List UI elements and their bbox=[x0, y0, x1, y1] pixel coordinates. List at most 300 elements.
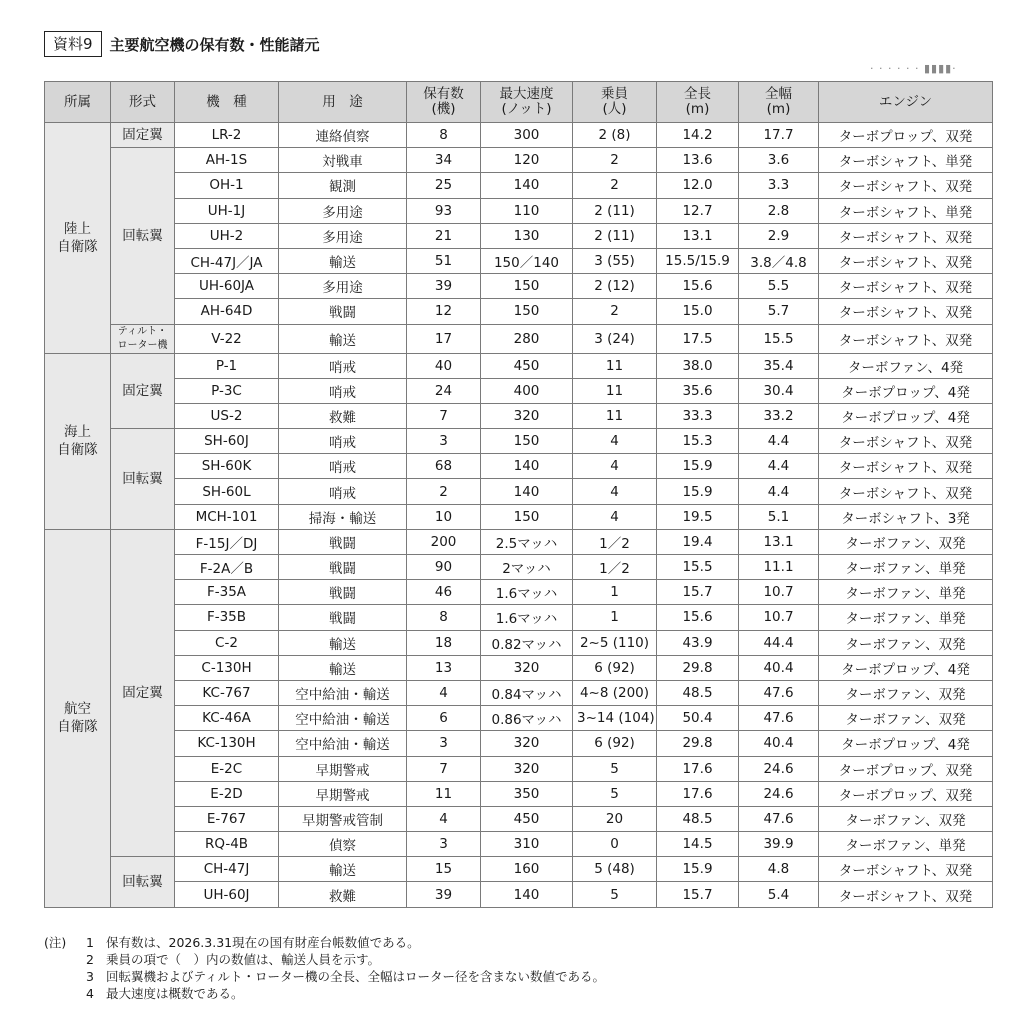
table-row bbox=[45, 529, 993, 554]
width-cell: 40.4 bbox=[739, 655, 819, 680]
engine-cell: ターボシャフト、双発 bbox=[819, 248, 993, 273]
max-speed-cell: 2マッハ bbox=[481, 555, 573, 580]
crew-cell: 2 (12) bbox=[573, 274, 657, 299]
scan-marks: · · · · · · ▮▮▮▮· bbox=[870, 62, 957, 75]
purpose-cell: 輸送 bbox=[279, 324, 407, 353]
form-cell: 回転翼 bbox=[111, 148, 175, 324]
max-speed-cell: 120 bbox=[481, 148, 573, 173]
table-row bbox=[45, 173, 993, 198]
width-cell: 10.7 bbox=[739, 605, 819, 630]
crew-cell: 5 (48) bbox=[573, 857, 657, 882]
purpose-cell: 救難 bbox=[279, 882, 407, 907]
purpose-cell: 空中給油・輸送 bbox=[279, 680, 407, 705]
table-row bbox=[45, 299, 993, 324]
model-cell: UH-60JA bbox=[175, 274, 279, 299]
footnote-prefix: (注) bbox=[44, 935, 67, 950]
max-speed-cell: 350 bbox=[481, 781, 573, 806]
max-speed-cell: 2.5マッハ bbox=[481, 529, 573, 554]
crew-cell: 4 bbox=[573, 504, 657, 529]
max-speed-cell: 400 bbox=[481, 378, 573, 403]
table-row bbox=[45, 504, 993, 529]
purpose-cell: 哨戒 bbox=[279, 353, 407, 378]
width-cell: 2.8 bbox=[739, 198, 819, 223]
table-row bbox=[45, 756, 993, 781]
max-speed-cell: 160 bbox=[481, 857, 573, 882]
max-speed-cell: 150 bbox=[481, 429, 573, 454]
quantity-cell: 25 bbox=[407, 173, 481, 198]
width-cell: 5.1 bbox=[739, 504, 819, 529]
footnote-prefix bbox=[44, 968, 86, 985]
purpose-cell: 哨戒 bbox=[279, 454, 407, 479]
length-cell: 19.4 bbox=[657, 529, 739, 554]
table-row bbox=[45, 605, 993, 630]
width-cell: 11.1 bbox=[739, 555, 819, 580]
engine-cell: ターボシャフト、双発 bbox=[819, 454, 993, 479]
purpose-cell: 輸送 bbox=[279, 248, 407, 273]
width-cell: 4.4 bbox=[739, 429, 819, 454]
engine-cell: ターボファン、単発 bbox=[819, 580, 993, 605]
engine-cell: ターボファン、双発 bbox=[819, 680, 993, 705]
quantity-cell: 34 bbox=[407, 148, 481, 173]
length-cell: 29.8 bbox=[657, 731, 739, 756]
max-speed-cell: 140 bbox=[481, 882, 573, 907]
footnote-number: 4 bbox=[86, 986, 94, 1001]
purpose-cell: 早期警戒管制 bbox=[279, 806, 407, 831]
width-cell: 5.7 bbox=[739, 299, 819, 324]
purpose-cell: 空中給油・輸送 bbox=[279, 706, 407, 731]
length-cell: 19.5 bbox=[657, 504, 739, 529]
purpose-cell: 輸送 bbox=[279, 857, 407, 882]
header-crew: 乗員 (人) bbox=[573, 82, 657, 123]
header-purpose: 用 途 bbox=[279, 82, 407, 123]
form-cell: 回転翼 bbox=[111, 857, 175, 907]
model-cell: US-2 bbox=[175, 403, 279, 428]
length-cell: 15.0 bbox=[657, 299, 739, 324]
quantity-cell: 24 bbox=[407, 378, 481, 403]
footnote-text: 乗員の項で（ ）内の数値は、輸送人員を示す。 bbox=[106, 952, 381, 967]
purpose-cell: 多用途 bbox=[279, 223, 407, 248]
length-cell: 15.6 bbox=[657, 274, 739, 299]
crew-cell: 2 (8) bbox=[573, 123, 657, 148]
width-cell: 3.6 bbox=[739, 148, 819, 173]
crew-cell: 6 (92) bbox=[573, 655, 657, 680]
model-cell: UH-2 bbox=[175, 223, 279, 248]
engine-cell: ターボプロップ、双発 bbox=[819, 123, 993, 148]
max-speed-cell: 0.82マッハ bbox=[481, 630, 573, 655]
crew-cell: 2 (11) bbox=[573, 198, 657, 223]
quantity-cell: 51 bbox=[407, 248, 481, 273]
quantity-cell: 93 bbox=[407, 198, 481, 223]
affiliation-cell: 海上 自衛隊 bbox=[45, 353, 111, 529]
crew-cell: 4 bbox=[573, 429, 657, 454]
purpose-cell: 連絡偵察 bbox=[279, 123, 407, 148]
table-row bbox=[45, 123, 993, 148]
engine-cell: ターボプロップ、4発 bbox=[819, 731, 993, 756]
footnote-prefix bbox=[44, 951, 86, 968]
engine-cell: ターボファン、4発 bbox=[819, 353, 993, 378]
form-cell: 回転翼 bbox=[111, 429, 175, 530]
max-speed-cell: 1.6マッハ bbox=[481, 605, 573, 630]
width-cell: 39.9 bbox=[739, 832, 819, 857]
max-speed-cell: 130 bbox=[481, 223, 573, 248]
document-label: 資料9 bbox=[44, 31, 102, 57]
model-cell: F-35B bbox=[175, 605, 279, 630]
quantity-cell: 46 bbox=[407, 580, 481, 605]
quantity-cell: 8 bbox=[407, 605, 481, 630]
model-cell: SH-60L bbox=[175, 479, 279, 504]
table-row bbox=[45, 429, 993, 454]
engine-cell: ターボシャフト、双発 bbox=[819, 479, 993, 504]
model-cell: C-130H bbox=[175, 655, 279, 680]
model-cell: F-35A bbox=[175, 580, 279, 605]
width-cell: 47.6 bbox=[739, 806, 819, 831]
max-speed-cell: 150／140 bbox=[481, 248, 573, 273]
model-cell: P-3C bbox=[175, 378, 279, 403]
table-row bbox=[45, 223, 993, 248]
engine-cell: ターボファン、単発 bbox=[819, 605, 993, 630]
footnote-item bbox=[44, 985, 605, 1002]
width-cell: 15.5 bbox=[739, 324, 819, 353]
engine-cell: ターボプロップ、双発 bbox=[819, 756, 993, 781]
crew-cell: 1／2 bbox=[573, 529, 657, 554]
crew-cell: 5 bbox=[573, 882, 657, 907]
engine-cell: ターボシャフト、双発 bbox=[819, 299, 993, 324]
length-cell: 14.2 bbox=[657, 123, 739, 148]
crew-cell: 2 bbox=[573, 148, 657, 173]
header-engine: エンジン bbox=[819, 82, 993, 123]
purpose-cell: 対戦車 bbox=[279, 148, 407, 173]
header-length: 全長 (m) bbox=[657, 82, 739, 123]
crew-cell: 1 bbox=[573, 580, 657, 605]
purpose-cell: 戦闘 bbox=[279, 555, 407, 580]
model-cell: V-22 bbox=[175, 324, 279, 353]
crew-cell: 11 bbox=[573, 353, 657, 378]
model-cell: SH-60K bbox=[175, 454, 279, 479]
crew-cell: 3~14 (104) bbox=[573, 706, 657, 731]
table-row bbox=[45, 555, 993, 580]
length-cell: 43.9 bbox=[657, 630, 739, 655]
max-speed-cell: 0.86マッハ bbox=[481, 706, 573, 731]
width-cell: 13.1 bbox=[739, 529, 819, 554]
engine-cell: ターボプロップ、4発 bbox=[819, 655, 993, 680]
quantity-cell: 3 bbox=[407, 832, 481, 857]
quantity-cell: 3 bbox=[407, 731, 481, 756]
engine-cell: ターボファン、単発 bbox=[819, 555, 993, 580]
length-cell: 33.3 bbox=[657, 403, 739, 428]
purpose-cell: 掃海・輸送 bbox=[279, 504, 407, 529]
width-cell: 47.6 bbox=[739, 706, 819, 731]
length-cell: 15.3 bbox=[657, 429, 739, 454]
quantity-cell: 2 bbox=[407, 479, 481, 504]
footnote-text: 回転翼機およびティルト・ローター機の全長、全幅はローター径を含まない数値である。 bbox=[106, 969, 606, 984]
width-cell: 47.6 bbox=[739, 680, 819, 705]
purpose-cell: 戦闘 bbox=[279, 580, 407, 605]
length-cell: 12.7 bbox=[657, 198, 739, 223]
model-cell: RQ-4B bbox=[175, 832, 279, 857]
width-cell: 30.4 bbox=[739, 378, 819, 403]
engine-cell: ターボファン、単発 bbox=[819, 832, 993, 857]
quantity-cell: 7 bbox=[407, 756, 481, 781]
quantity-cell: 6 bbox=[407, 706, 481, 731]
crew-cell: 3 (24) bbox=[573, 324, 657, 353]
model-cell: CH-47J bbox=[175, 857, 279, 882]
table-row bbox=[45, 630, 993, 655]
engine-cell: ターボファン、双発 bbox=[819, 630, 993, 655]
length-cell: 17.6 bbox=[657, 756, 739, 781]
quantity-cell: 21 bbox=[407, 223, 481, 248]
length-cell: 15.7 bbox=[657, 580, 739, 605]
model-cell: KC-767 bbox=[175, 680, 279, 705]
max-speed-cell: 150 bbox=[481, 504, 573, 529]
length-cell: 13.1 bbox=[657, 223, 739, 248]
engine-cell: ターボシャフト、単発 bbox=[819, 148, 993, 173]
model-cell: OH-1 bbox=[175, 173, 279, 198]
length-cell: 15.9 bbox=[657, 857, 739, 882]
purpose-cell: 早期警戒 bbox=[279, 756, 407, 781]
crew-cell: 4 bbox=[573, 454, 657, 479]
footnotes bbox=[44, 934, 605, 1002]
length-cell: 48.5 bbox=[657, 806, 739, 831]
model-cell: MCH-101 bbox=[175, 504, 279, 529]
form-cell: 固定翼 bbox=[111, 529, 175, 856]
purpose-cell: 輸送 bbox=[279, 630, 407, 655]
purpose-cell: 多用途 bbox=[279, 198, 407, 223]
width-cell: 40.4 bbox=[739, 731, 819, 756]
length-cell: 15.9 bbox=[657, 479, 739, 504]
model-cell: P-1 bbox=[175, 353, 279, 378]
model-cell: KC-130H bbox=[175, 731, 279, 756]
purpose-cell: 戦闘 bbox=[279, 299, 407, 324]
max-speed-cell: 110 bbox=[481, 198, 573, 223]
header-max-speed: 最大速度 (ノット) bbox=[481, 82, 573, 123]
engine-cell: ターボファン、双発 bbox=[819, 706, 993, 731]
purpose-cell: 戦闘 bbox=[279, 605, 407, 630]
footnote-number: 3 bbox=[86, 969, 94, 984]
model-cell: KC-46A bbox=[175, 706, 279, 731]
purpose-cell: 早期警戒 bbox=[279, 781, 407, 806]
max-speed-cell: 320 bbox=[481, 731, 573, 756]
model-cell: LR-2 bbox=[175, 123, 279, 148]
crew-cell: 6 (92) bbox=[573, 731, 657, 756]
table-row bbox=[45, 832, 993, 857]
crew-cell: 5 bbox=[573, 756, 657, 781]
purpose-cell: 救難 bbox=[279, 403, 407, 428]
crew-cell: 11 bbox=[573, 403, 657, 428]
crew-cell: 1 bbox=[573, 605, 657, 630]
length-cell: 35.6 bbox=[657, 378, 739, 403]
max-speed-cell: 150 bbox=[481, 299, 573, 324]
length-cell: 48.5 bbox=[657, 680, 739, 705]
quantity-cell: 12 bbox=[407, 299, 481, 324]
max-speed-cell: 140 bbox=[481, 173, 573, 198]
width-cell: 5.5 bbox=[739, 274, 819, 299]
purpose-cell: 戦闘 bbox=[279, 529, 407, 554]
footnote-number: 1 bbox=[86, 935, 94, 950]
crew-cell: 0 bbox=[573, 832, 657, 857]
model-cell: E-2C bbox=[175, 756, 279, 781]
table-row bbox=[45, 479, 993, 504]
quantity-cell: 4 bbox=[407, 680, 481, 705]
crew-cell: 4~8 (200) bbox=[573, 680, 657, 705]
purpose-cell: 偵察 bbox=[279, 832, 407, 857]
length-cell: 38.0 bbox=[657, 353, 739, 378]
engine-cell: ターボシャフト、3発 bbox=[819, 504, 993, 529]
crew-cell: 2 bbox=[573, 299, 657, 324]
max-speed-cell: 320 bbox=[481, 655, 573, 680]
max-speed-cell: 450 bbox=[481, 806, 573, 831]
width-cell: 4.4 bbox=[739, 454, 819, 479]
engine-cell: ターボシャフト、単発 bbox=[819, 198, 993, 223]
header-model: 機 種 bbox=[175, 82, 279, 123]
crew-cell: 5 bbox=[573, 781, 657, 806]
engine-cell: ターボプロップ、双発 bbox=[819, 781, 993, 806]
table-row bbox=[45, 731, 993, 756]
length-cell: 17.5 bbox=[657, 324, 739, 353]
crew-cell: 1／2 bbox=[573, 555, 657, 580]
purpose-cell: 観測 bbox=[279, 173, 407, 198]
length-cell: 14.5 bbox=[657, 832, 739, 857]
quantity-cell: 3 bbox=[407, 429, 481, 454]
length-cell: 29.8 bbox=[657, 655, 739, 680]
table-row bbox=[45, 378, 993, 403]
model-cell: F-15J／DJ bbox=[175, 529, 279, 554]
quantity-cell: 15 bbox=[407, 857, 481, 882]
table-row bbox=[45, 680, 993, 705]
crew-cell: 11 bbox=[573, 378, 657, 403]
length-cell: 17.6 bbox=[657, 781, 739, 806]
footnote-number: 2 bbox=[86, 952, 94, 967]
width-cell: 35.4 bbox=[739, 353, 819, 378]
length-cell: 15.5/15.9 bbox=[657, 248, 739, 273]
model-cell: E-767 bbox=[175, 806, 279, 831]
width-cell: 3.3 bbox=[739, 173, 819, 198]
table-row bbox=[45, 857, 993, 882]
quantity-cell: 4 bbox=[407, 806, 481, 831]
table-header-row bbox=[45, 82, 993, 123]
engine-cell: ターボファン、双発 bbox=[819, 806, 993, 831]
quantity-cell: 17 bbox=[407, 324, 481, 353]
table-row bbox=[45, 454, 993, 479]
form-cell: 固定翼 bbox=[111, 353, 175, 429]
header-form: 形式 bbox=[111, 82, 175, 123]
crew-cell: 3 (55) bbox=[573, 248, 657, 273]
model-cell: F-2A／B bbox=[175, 555, 279, 580]
purpose-cell: 輸送 bbox=[279, 655, 407, 680]
footnote-text: 最大速度は概数である。 bbox=[106, 986, 244, 1001]
document-title: 主要航空機の保有数・性能諸元 bbox=[109, 35, 320, 54]
purpose-cell: 空中給油・輸送 bbox=[279, 731, 407, 756]
quantity-cell: 68 bbox=[407, 454, 481, 479]
crew-cell: 20 bbox=[573, 806, 657, 831]
table-row bbox=[45, 353, 993, 378]
table-row bbox=[45, 248, 993, 273]
max-speed-cell: 320 bbox=[481, 756, 573, 781]
length-cell: 50.4 bbox=[657, 706, 739, 731]
length-cell: 15.9 bbox=[657, 454, 739, 479]
table-row bbox=[45, 274, 993, 299]
engine-cell: ターボシャフト、双発 bbox=[819, 274, 993, 299]
affiliation-cell: 航空 自衛隊 bbox=[45, 529, 111, 907]
width-cell: 10.7 bbox=[739, 580, 819, 605]
header-quantity: 保有数 (機) bbox=[407, 82, 481, 123]
model-cell: UH-1J bbox=[175, 198, 279, 223]
engine-cell: ターボファン、双発 bbox=[819, 529, 993, 554]
footnote-item bbox=[44, 951, 605, 968]
footnote-item bbox=[44, 934, 605, 951]
engine-cell: ターボシャフト、双発 bbox=[819, 173, 993, 198]
table-row bbox=[45, 706, 993, 731]
footnote-text: 保有数は、2026.3.31現在の国有財産台帳数値である。 bbox=[106, 935, 420, 950]
model-cell: AH-64D bbox=[175, 299, 279, 324]
max-speed-cell: 450 bbox=[481, 353, 573, 378]
max-speed-cell: 310 bbox=[481, 832, 573, 857]
max-speed-cell: 320 bbox=[481, 403, 573, 428]
model-cell: CH-47J／JA bbox=[175, 248, 279, 273]
length-cell: 15.7 bbox=[657, 882, 739, 907]
purpose-cell: 哨戒 bbox=[279, 479, 407, 504]
quantity-cell: 13 bbox=[407, 655, 481, 680]
width-cell: 2.9 bbox=[739, 223, 819, 248]
table-row bbox=[45, 655, 993, 680]
width-cell: 17.7 bbox=[739, 123, 819, 148]
form-cell: ティルト・ ローター機 bbox=[111, 324, 175, 353]
quantity-cell: 11 bbox=[407, 781, 481, 806]
aircraft-spec-table bbox=[44, 81, 993, 908]
length-cell: 13.6 bbox=[657, 148, 739, 173]
table-body bbox=[45, 123, 993, 908]
length-cell: 15.5 bbox=[657, 555, 739, 580]
model-cell: E-2D bbox=[175, 781, 279, 806]
model-cell: SH-60J bbox=[175, 429, 279, 454]
engine-cell: ターボシャフト、双発 bbox=[819, 223, 993, 248]
crew-cell: 4 bbox=[573, 479, 657, 504]
crew-cell: 2~5 (110) bbox=[573, 630, 657, 655]
max-speed-cell: 1.6マッハ bbox=[481, 580, 573, 605]
quantity-cell: 18 bbox=[407, 630, 481, 655]
max-speed-cell: 280 bbox=[481, 324, 573, 353]
length-cell: 12.0 bbox=[657, 173, 739, 198]
engine-cell: ターボシャフト、双発 bbox=[819, 857, 993, 882]
quantity-cell: 39 bbox=[407, 882, 481, 907]
quantity-cell: 40 bbox=[407, 353, 481, 378]
engine-cell: ターボプロップ、4発 bbox=[819, 403, 993, 428]
quantity-cell: 39 bbox=[407, 274, 481, 299]
crew-cell: 2 (11) bbox=[573, 223, 657, 248]
quantity-cell: 10 bbox=[407, 504, 481, 529]
engine-cell: ターボシャフト、双発 bbox=[819, 324, 993, 353]
header-width: 全幅 (m) bbox=[739, 82, 819, 123]
form-cell: 固定翼 bbox=[111, 123, 175, 148]
table-row bbox=[45, 403, 993, 428]
footnote-item bbox=[44, 968, 605, 985]
model-cell: C-2 bbox=[175, 630, 279, 655]
affiliation-cell: 陸上 自衛隊 bbox=[45, 123, 111, 354]
footnote-prefix bbox=[44, 985, 86, 1002]
width-cell: 24.6 bbox=[739, 781, 819, 806]
max-speed-cell: 300 bbox=[481, 123, 573, 148]
max-speed-cell: 140 bbox=[481, 454, 573, 479]
quantity-cell: 200 bbox=[407, 529, 481, 554]
engine-cell: ターボプロップ、4発 bbox=[819, 378, 993, 403]
width-cell: 33.2 bbox=[739, 403, 819, 428]
table-row bbox=[45, 198, 993, 223]
quantity-cell: 8 bbox=[407, 123, 481, 148]
table-row bbox=[45, 806, 993, 831]
model-cell: AH-1S bbox=[175, 148, 279, 173]
table-row bbox=[45, 882, 993, 907]
purpose-cell: 哨戒 bbox=[279, 378, 407, 403]
width-cell: 3.8／4.8 bbox=[739, 248, 819, 273]
